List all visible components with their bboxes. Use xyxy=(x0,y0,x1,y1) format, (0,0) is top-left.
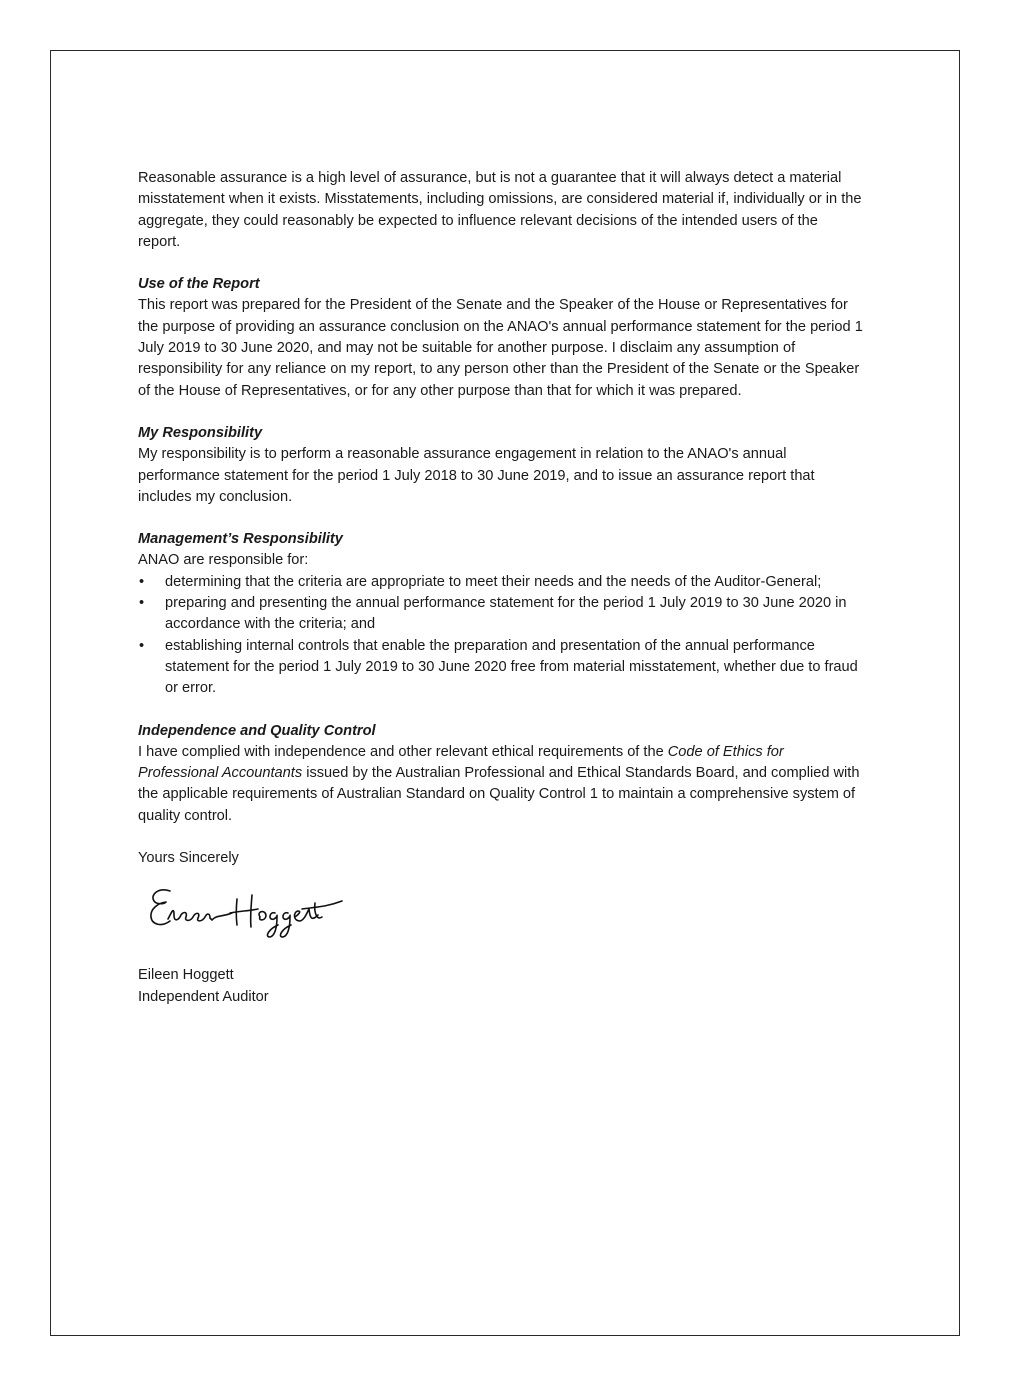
independence-body-end: issued by the Australian Professional and Ethical Standards Board, and complied with the applicable requirements of Australian Standard on Quality Control 1 to maintain a comprehensive system of quality control. xyxy=(138,765,860,824)
use-of-report-section xyxy=(138,274,863,402)
use-of-report-heading: Use of the Report xyxy=(138,276,260,293)
code-of-ethics-title: Code of Ethics for Professional Accountants xyxy=(138,743,784,782)
my-responsibility-body: My responsibility is to perform a reasonable assurance engagement in relation to the ANAO's annual performance statement for the period 1 July 2018 to 30 June 2019, and to issue an assurance report that includes my conclusion. xyxy=(138,446,815,505)
independence-body-start: I have complied with independence and other relevant ethical requirements of the xyxy=(138,743,668,760)
list-item: • preparing and presenting the annual performance statement for the period 1 July 2019 to 30 June 2020 in accordance with the criteria; and xyxy=(138,593,863,636)
management-responsibility-lead: ANAO are responsible for: xyxy=(138,552,309,569)
handwritten-signature xyxy=(144,881,344,943)
use-of-report-body: This report was prepared for the President of the Senate and the Speaker of the House or Representatives for the purpose of providing an assurance conclusion on the ANAO's annual performance statement for the period 1 July 2019 to 30 June 2020, and may not be suitable for another purpose. I disclaim any assumption of responsibility for any reliance on my report, to any person other than the President of the Senate or the Speaker of the House of Representatives, or for any other purpose than that for which it was prepared. xyxy=(138,297,863,399)
management-responsibility-heading: Management’s Responsibility xyxy=(138,531,343,548)
responsibility-list xyxy=(138,572,863,700)
independence-section xyxy=(138,721,863,827)
my-responsibility-heading: My Responsibility xyxy=(138,424,263,441)
letter-body xyxy=(138,168,863,1008)
intro-paragraph: Reasonable assurance is a high level of assurance, but is not a guarantee that it will always detect a material misstatement when it exists. Misstatements, including omissions, are considered material if, individually or in the aggregate, they could reasonably be expected to influence relevant decisions of the intended users of the report. xyxy=(138,170,862,250)
management-responsibility-section xyxy=(138,529,863,699)
list-item: • determining that the criteria are appropriate to meet their needs and the needs of the Auditor-General; xyxy=(138,572,863,593)
signatory-title: Independent Auditor xyxy=(138,988,269,1005)
signatory-name: Eileen Hoggett xyxy=(138,967,234,984)
independence-body xyxy=(138,742,863,827)
independence-heading: Independence and Quality Control xyxy=(138,722,376,739)
list-item: • establishing internal controls that enable the preparation and presentation of the annual performance statement for the period 1 July 2019 to 30 June 2020 free from material misstatement, whether due to fraud or error. xyxy=(138,636,863,700)
my-responsibility-section xyxy=(138,423,863,508)
salutation: Yours Sincerely xyxy=(138,850,239,867)
